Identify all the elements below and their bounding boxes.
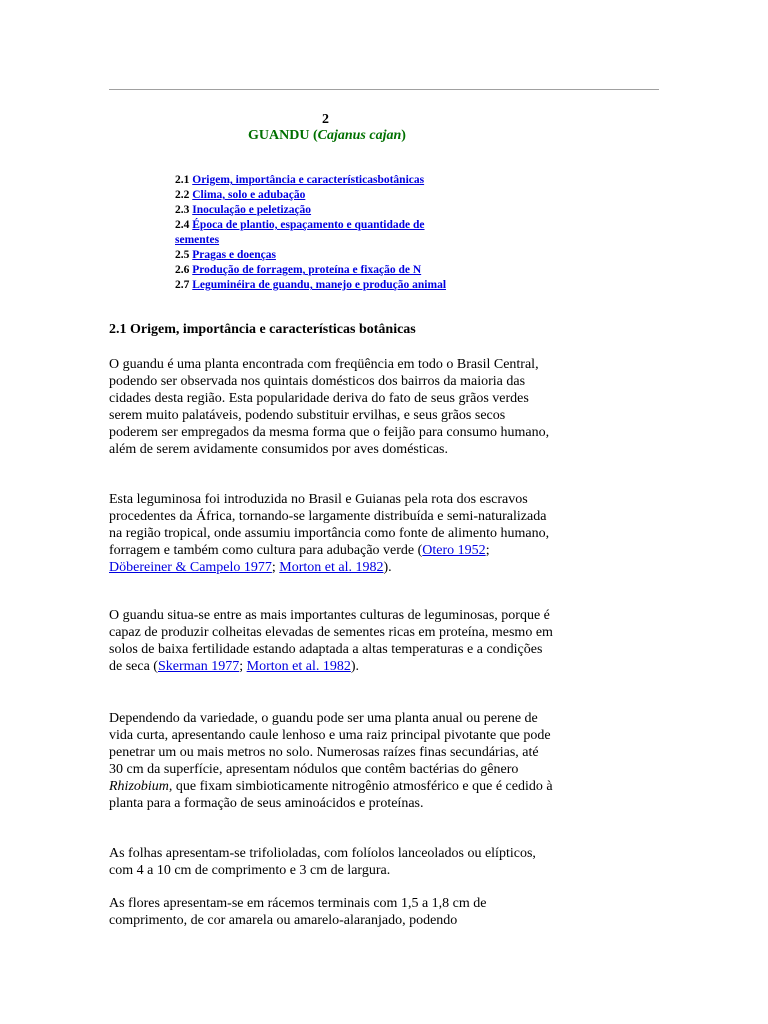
toc-number: 2.2 bbox=[175, 189, 190, 201]
paragraph-leaves: As folhas apresentam-se trifolioladas, com folíolos lanceolados ou elípticos, com 4 a 10 cm de comprimento e 3 cm de largura. bbox=[109, 846, 536, 878]
reference-link-otero[interactable]: Otero 1952 bbox=[422, 543, 486, 558]
toc-link-clima[interactable]: Clima, solo e adubação bbox=[192, 189, 306, 201]
toc-number: 2.7 bbox=[175, 279, 190, 291]
separator: ; bbox=[239, 659, 247, 674]
toc-link-pragas[interactable]: Pragas e doenças bbox=[192, 249, 276, 261]
paragraph-text: O guandu situa-se entre as mais importantes culturas de leguminosas, porque é capaz de produzir colheitas elevadas de sementes ricas em proteína, mesmo em solos de baixa fertilidade estando adaptada a altas temperaturas e a condições de seca ( bbox=[109, 608, 553, 674]
separator: ; bbox=[271, 560, 280, 575]
toc-number: 2.3 bbox=[175, 204, 190, 216]
chapter-title bbox=[248, 128, 406, 144]
paragraph-importance bbox=[109, 607, 554, 675]
paragraph-intro: O guandu é uma planta encontrada com freqüência em todo o Brasil Central, podendo ser observada nos quintais domésticos dos bairros da maioria das cidades desta região. Esta popularidade deriva do fato de seus grãos verdes serem muito palatáveis, podendo substituir ervilhas, e seus grãos secos poderem ser empregados da mesma forma que o feijão para consumo humano, além de serem avidamente consumidos por aves domésticas. bbox=[109, 357, 550, 457]
paragraph-end: ). bbox=[350, 659, 360, 674]
toc-link-leguminerira[interactable]: Leguminéira de guandu, manejo e produção animal bbox=[192, 279, 447, 291]
toc-number: 2.4 bbox=[175, 219, 190, 231]
reference-link-skerman[interactable]: Skerman 1977 bbox=[157, 659, 240, 674]
paragraph-flowers: As flores apresentam-se em rácemos terminais com 1,5 a 1,8 cm de comprimento, de cor amarela ou amarelo-alaranjado, podendo bbox=[109, 896, 487, 928]
toc-item-2-2 bbox=[175, 188, 475, 203]
toc-item-2-4-cont bbox=[175, 233, 475, 248]
toc-item-2-5 bbox=[175, 248, 475, 263]
paragraph-text: , que fixam simbioticamente nitrogênio atmosférico e que é cedido à planta para a formação de seus aminoácidos e proteínas. bbox=[109, 779, 553, 811]
toc-item-2-3 bbox=[175, 203, 475, 218]
toc-link-epoca[interactable]: Época de plantio, espaçamento e quantidade de bbox=[192, 219, 425, 231]
chapter-title-prefix: GUANDU ( bbox=[248, 128, 318, 143]
reference-link-morton-2[interactable]: Morton et al. 1982 bbox=[246, 659, 351, 674]
toc-link-producao[interactable]: Produção de forragem, proteína e fixação de N bbox=[192, 264, 422, 276]
chapter-title-suffix: ) bbox=[401, 128, 406, 143]
reference-link-morton[interactable]: Morton et al. 1982 bbox=[279, 560, 384, 575]
paragraph-text: Esta leguminosa foi introduzida no Brasil e Guianas pela rota dos escravos procedentes da África, tornando-se largamente distribuída e semi-naturalizada na região tropical, onde assumiu importância como fonte de alimento humano, forragem e também como cultura para adubação verde ( bbox=[109, 492, 550, 558]
chapter-title-species: Cajanus cajan bbox=[317, 128, 402, 143]
paragraph-morphology bbox=[109, 710, 554, 812]
toc-item-2-1 bbox=[175, 173, 475, 188]
toc-item-2-4 bbox=[175, 218, 475, 233]
separator: ; bbox=[485, 543, 490, 558]
top-divider bbox=[109, 89, 659, 90]
toc-number: 2.1 bbox=[175, 174, 190, 186]
reference-link-dobereiner[interactable]: Döbereiner & Campelo 1977 bbox=[109, 560, 272, 575]
section-heading: 2.1 Origem, importância e características botânicas bbox=[109, 322, 416, 337]
toc-link-inoculacao[interactable]: Inoculação e peletização bbox=[192, 204, 312, 216]
paragraph-introduction-history bbox=[109, 491, 554, 576]
table-of-contents bbox=[175, 173, 475, 293]
toc-link-origem[interactable]: Origem, importância e característicasbotânicas bbox=[192, 174, 425, 186]
toc-link-epoca-cont[interactable]: sementes bbox=[175, 234, 220, 246]
paragraph-end: ). bbox=[383, 560, 392, 575]
toc-item-2-6 bbox=[175, 263, 475, 278]
chapter-number: 2 bbox=[322, 112, 329, 127]
paragraph-text: Dependendo da variedade, o guandu pode ser uma planta anual ou perene de vida curta, apresentando caule lenhoso e uma raiz principal pivotante que pode penetrar um ou mais metros no solo. Numerosas raízes finas secundárias, até 30 cm da superfície, apresentam nódulos que contêm bactérias do gênero bbox=[109, 711, 551, 777]
toc-number: 2.5 bbox=[175, 249, 190, 261]
genus-name: Rhizobium bbox=[109, 779, 169, 794]
toc-item-2-7 bbox=[175, 278, 475, 293]
toc-number: 2.6 bbox=[175, 264, 190, 276]
